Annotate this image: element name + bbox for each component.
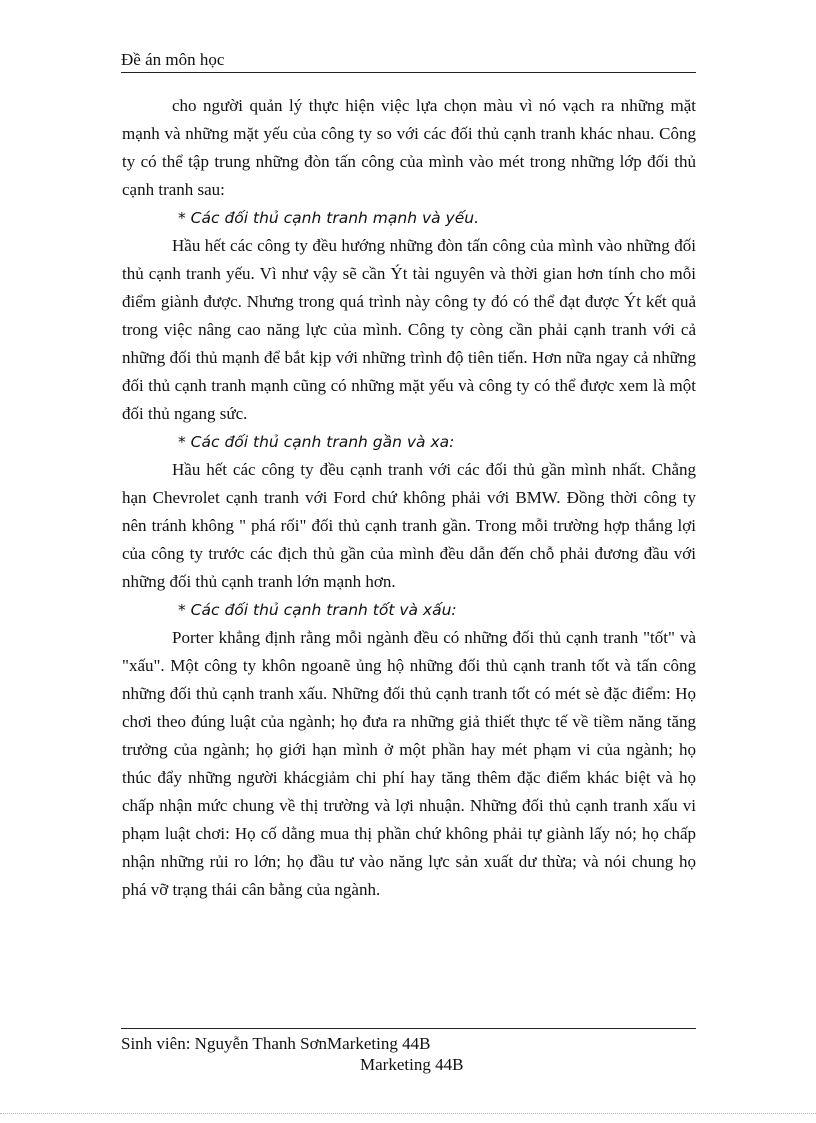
paragraph-intro: cho người quản lý thực hiện việc lựa chọn màu vì nó vạch ra những mặt mạnh và những mặt yếu của công ty so với các đối thủ cạnh tranh khác nhau. Công ty có thể tập trung những đòn tấn công của mình vào mét trong những lớp đối thủ cạnh tranh sau: [122,96,696,199]
subheading-good-bad: * Các đối thủ cạnh tranh tốt và xấu: [178,601,457,619]
footer-student-line: Sinh viên: Nguyễn Thanh SơnMarketing 44B [121,1034,431,1053]
paragraph-near-far: Hầu hết các công ty đều cạnh tranh với các đối thủ gần mình nhất. Chẳng hạn Chevrolet cạnh tranh với Ford chứ không phải với BMW. Đồng thời công ty nên tránh không " phá rối" đối thủ cạnh tranh gần. Trong mỗi trường hợp thắng lợi của công ty trước các địch thủ gần của mình đều dẫn đến chỗ phải đương đầu với những đối thủ cạnh tranh lớn mạnh hơn. [122,460,696,591]
paragraph-good-bad: Porter khẳng định rằng mỗi ngành đều có những đối thủ cạnh tranh "tốt" và "xấu". Một công ty khôn ngoanẽ ủng hộ những đối thủ cạnh tranh tốt và tấn công những đối thủ cạnh tranh xấu. Những đối thủ cạnh tranh tốt có mét sè đặc điểm: Họ chơi theo đúng luật của ngành; họ đưa ra những giả thiết thực tế về tiềm năng tăng trưởng của ngành; họ giới hạn mình ở một phần hay mét phạm vi của ngành; họ thúc đẩy những người khácgiảm chi phí hay tăng thêm đặc điểm khác biệt và họ chấp nhận mức chung về thị trường và lợi nhuận. Những đối thủ cạnh tranh xấu vi phạm luật chơi: Họ cố dằng mua thị phần chứ không phải tự giành lấy nó; họ chấp nhận những rủi ro lớn; họ đầu tư vào năng lực sản xuất dư thừa; và nói chung họ phá vỡ trạng thái cân bằng của ngành. [122,628,696,899]
footer-class-line: Marketing 44B [360,1055,464,1074]
footer-divider [121,1028,696,1029]
subheading-strong-weak: * Các đối thủ cạnh tranh mạnh và yếu. [178,209,480,227]
document-body [122,92,696,904]
page-bottom-edge [0,1113,816,1114]
paragraph-strong-weak: Hầu hết các công ty đều hướng những đòn tấn công của mình vào những đối thủ cạnh tranh yếu. Vì như vậy sẽ cần Ýt tài nguyên và thời gian hơn tính cho mỗi điểm giành được. Nhưng trong quá trình này công ty đó có thể đạt được Ýt kết quả trong việc nâng cao năng lực của mình. Công ty còng cần phải cạnh tranh với cả những đối thủ mạnh để bắt kịp với những trình độ tiên tiến. Hơn nữa ngay cả những đối thủ cạnh tranh mạnh cũng có những mặt yếu và công ty có thể được xem là một đối thủ ngang sức. [122,236,696,423]
header-title: Đề án môn học [121,50,225,69]
page-header [121,48,696,73]
subheading-near-far: * Các đối thủ cạnh tranh gần và xa: [178,433,455,451]
